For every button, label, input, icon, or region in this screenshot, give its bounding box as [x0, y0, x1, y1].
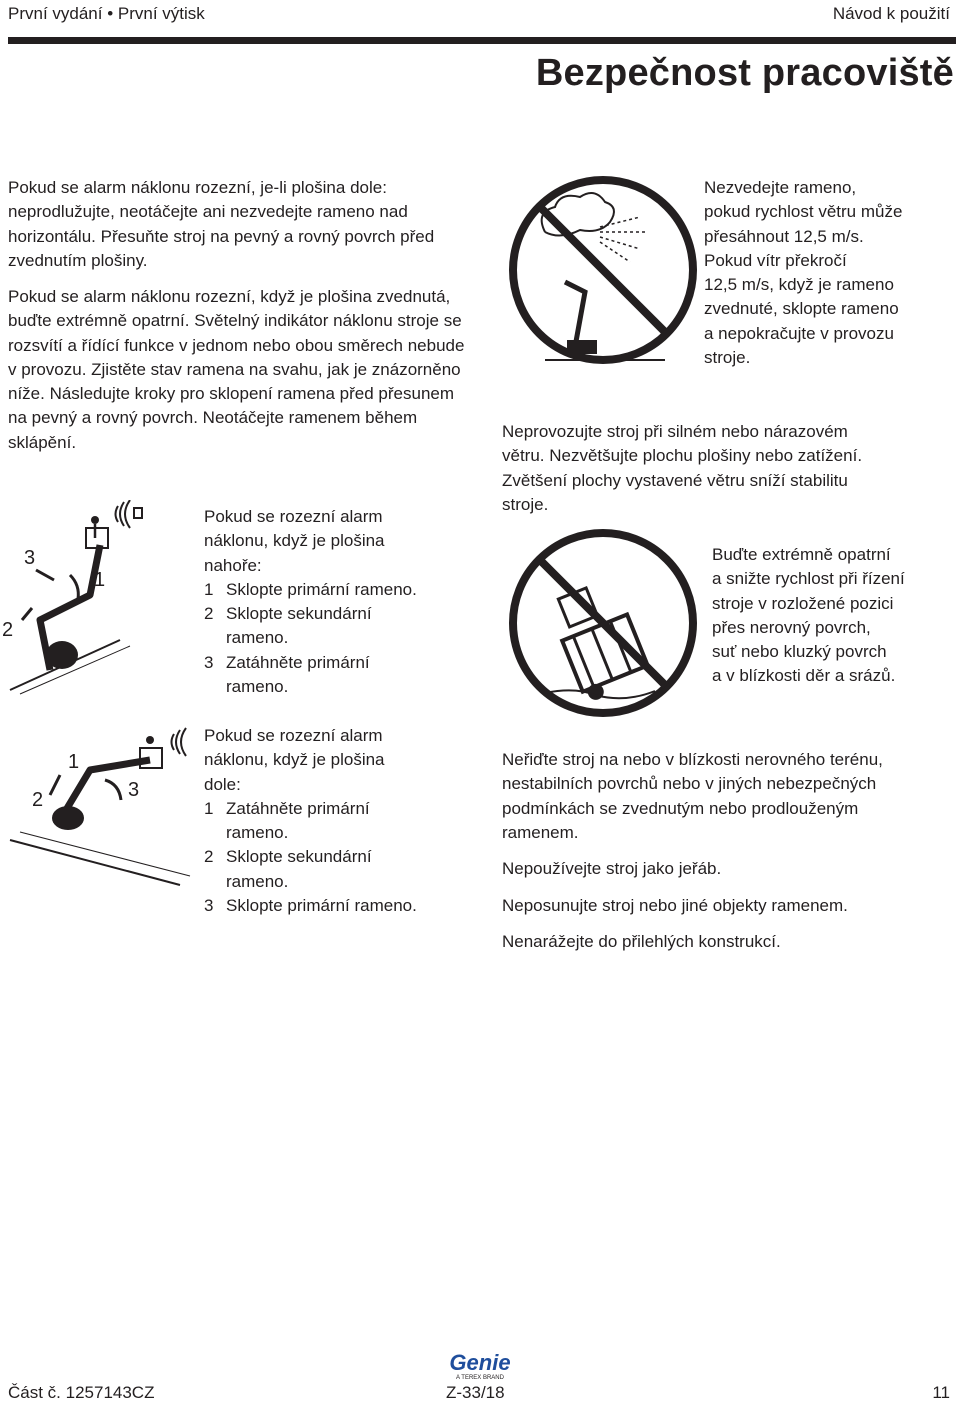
turntable [46, 641, 78, 669]
label-3: 3 [128, 779, 140, 801]
footer-model: Z-33/18 [446, 1383, 505, 1402]
prohibition-slash [540, 207, 666, 333]
arrow-3-icon [105, 780, 121, 800]
wind-caption: Nezvedejte rameno, pokud rychlost větru může přesáhnout 12,5 m/s. Pokud vítr překročí 12,5 m/s, když je rameno zvednuté, sklopte rameno a nepokračujte v provozu stroje. [704, 178, 903, 368]
header-edition: První vydání • První výtisk [8, 4, 205, 23]
left-paragraph-2: Pokud se alarm náklonu rozezní, když je plošina zvednutá, buďte extrémně opatrní. Světelný indikátor náklonu stroje se rozsvítí a řídící funkce v jednom nebo obou směrech nebude v provozu. Zjistěte stav ramena na svahu, jak je znázorněno níže. Následujte kroky pro sklopení ramena před přesunem na pevný a rovný povrch. Neotáčejte ramenem během sklápění. [8, 287, 465, 452]
label-3: 3 [24, 547, 36, 569]
tilt-up-step-2: 2 Sklopte sekundární rameno. [204, 604, 372, 648]
boom-arm [565, 282, 585, 347]
tilt-down-caption: Pokud se rozezní alarm náklonu, když je plošina dole: 1 Zatáhněte primární rameno. 2 Sklopte sekundární rameno. 3 Sklopte primární rameno. [204, 724, 469, 918]
crane-paragraph: Nepoužívejte stroj jako jeřáb. [502, 859, 722, 878]
label-1: 1 [94, 569, 106, 591]
label-2: 2 [2, 619, 14, 641]
arrow-2-icon [22, 608, 32, 620]
page-title: Bezpečnost pracoviště [535, 52, 954, 94]
operator [146, 736, 154, 744]
operator [91, 516, 99, 524]
tilt-up-step-1: 1 Sklopte primární rameno. [204, 579, 417, 599]
label-2: 2 [32, 789, 44, 811]
genie-logo: Genie A TEREX BRAND [449, 1350, 511, 1381]
terrain-caption: Buďte extrémně opatrní a snižte rychlost při řízení stroje v rozložené pozici přes nerovný povrch, suť nebo kluzký povrch a v blízkosti děr a srázů. [712, 545, 905, 686]
left-paragraph-1: Pokud se alarm náklonu rozezní, je-li plošina dole: neprodlužujte, neotáčejte ani nezvedejte rameno nad horizontálu. Přesuňte stroj na pevný a rovný povrch před zvednutím plošiny. [8, 178, 435, 270]
label-1: 1 [68, 751, 80, 773]
tilt-up-caption: Pokud se rozezní alarm náklonu, když je plošina nahoře: 1 Sklopte primární rameno. 2 Sklopte sekundární rameno. 3 Zatáhněte primární rameno. [204, 505, 469, 699]
slope-hatch [20, 832, 190, 876]
wind-paragraph: Neprovozujte stroj při silném nebo nárazovém větru. Nezvětšujte plochu plošiny nebo zatížení. Zvětšení plochy vystavené větru sníží stabilitu stroje. [502, 422, 863, 514]
collide-paragraph: Nenarážejte do přilehlých konstrukcí. [502, 932, 781, 951]
tilt-up-step-3: 3 Zatáhněte primární rameno. [204, 652, 370, 697]
arrow-1-icon [70, 575, 78, 599]
push-paragraph: Neposunujte stroj nebo jiné objekty ramenem. [502, 896, 848, 915]
header-manual: Návod k použití [832, 4, 950, 23]
terrain-prohibition-illustration [505, 525, 701, 721]
tilt-down-step-3: 3 Sklopte primární rameno. [204, 896, 417, 916]
turntable [52, 806, 84, 830]
slope-line [10, 840, 180, 885]
tilt-down-step-1: 1 Zatáhněte primární rameno. [204, 798, 370, 843]
machine-base [567, 340, 597, 354]
wind-lines [600, 217, 645, 262]
wind-prohibition-illustration [505, 172, 701, 368]
tilt-down-step-2: 2 Sklopte sekundární rameno. [204, 847, 372, 891]
alarm-sound-icon [172, 728, 187, 756]
footer-page-number: 11 [932, 1383, 950, 1402]
alarm-sound-icon [116, 500, 131, 528]
footer-part-number: Část č. 1257143CZ [8, 1383, 155, 1402]
tilt-up-illustration [0, 500, 200, 695]
speaker-icon [134, 508, 142, 518]
arrow-2-icon [50, 775, 60, 795]
terrain-paragraph: Neřiďte stroj na nebo v blízkosti nerovného terénu, nestabilních povrchů nebo v jiných nebezpečných podmínkách se zvednutým nebo prodlouženým ramenem. [502, 750, 883, 842]
arrow-3-icon [36, 570, 54, 580]
header-rule [8, 37, 956, 44]
tilt-down-illustration [0, 720, 200, 890]
